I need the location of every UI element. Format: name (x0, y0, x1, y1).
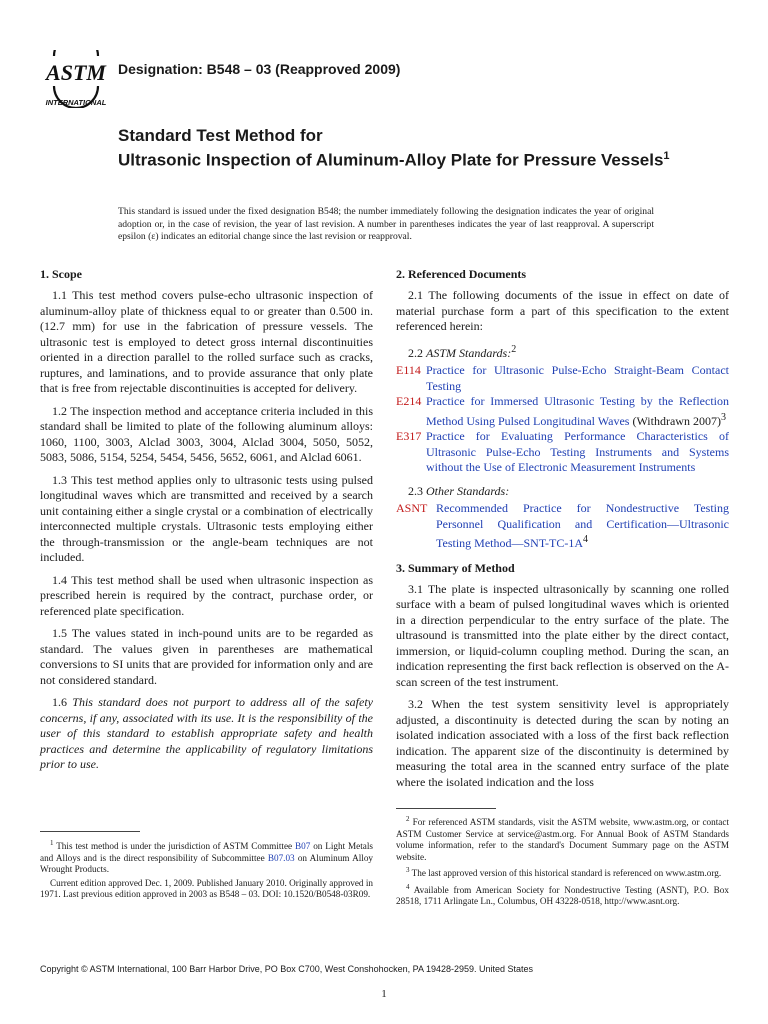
e214-sup: 3 (720, 411, 726, 423)
para-1-4: 1.4 This test method shall be used when ultrasonic inspection as prescribed herein is required by the contract, purchase order, or referenced plate specification. (40, 572, 373, 618)
designation: Designation: B548 – 03 (Reapproved 2009) (118, 61, 401, 77)
astm-standards-number: 2.2 (408, 345, 423, 360)
astm-logo (40, 50, 112, 108)
left-column (40, 266, 373, 780)
standard-title-text[interactable]: Practice for Ultrasonic Pulse-Echo Straight-Beam Contact Testing (426, 363, 729, 393)
title-line2 (118, 146, 678, 171)
footnote-2 (396, 814, 729, 863)
standard-title-text[interactable]: Practice for Evaluating Performance Characteristics of Ultrasonic Pulse-Echo Testing Instruments and Systems without the Use of Electronic Measurement Instruments (426, 429, 729, 474)
standard-code[interactable]: ASNT (396, 501, 428, 515)
standard-e114[interactable] (396, 363, 729, 394)
standard-code[interactable]: E114 (396, 363, 421, 377)
standard-e317[interactable] (396, 429, 729, 476)
standard-code[interactable]: E214 (396, 394, 422, 408)
fn1-text-a: This test method is under the jurisdiction of ASTM Committee (56, 841, 293, 852)
copyright: Copyright © ASTM International, 100 Barr Harbor Drive, PO Box C700, West Conshohocken, PA 19428-2959. United States (40, 964, 534, 974)
other-standards-title: Other Standards: (426, 483, 510, 498)
fn-marker: 1 (50, 839, 54, 847)
para-1-5: 1.5 The values stated in inch-pound units are to be regarded as standard. The values given in parentheses are mathematical conversions to SI units that are provided for information only and are not considered standard. (40, 626, 373, 687)
para-1-3: 1.3 This test method applies only to ultrasonic tests using pulsed longitudinal waves which are transmitted and received by a search unit containing either a single crystal or a combination of electrically interconnected multiple crystals. Ultrasonic tests employing either the through-transmission or the angle-beam techniques are not included. (40, 472, 373, 564)
title-footnote-marker: 1 (663, 150, 670, 162)
subcommittee-link[interactable]: B07.03 (267, 852, 295, 863)
para-1-2: 1.2 The inspection method and acceptance criteria included in this standard shall be limited to plate of the following aluminum alloys: 1060, 1100, 3003, Alclad 3003, 3004, Alclad 3004, 5050, 5052, 5083, 5086, 5154, 5254, 5454, 5456, 5652, 6061, and Alclad 6061. (40, 403, 373, 464)
svg-text:ASTM: ASTM (46, 60, 106, 85)
para-1-6-text: This standard does not purport to address all of the safety concerns, if any, associated with its use. It is the responsibility of the user of this standard to establish appropriate safety and health practices and determine the applicability of regulatory limitations prior to use. (40, 695, 373, 771)
astm-standards-label (396, 342, 729, 362)
para-1-1: 1.1 This test method covers pulse-echo ultrasonic inspection of aluminum-alloy plate of thickness equal to or greater than 0.500 in. (12.7 mm) for use in the fabrication of pressure vessels. The ultrasonic test is employed to detect gross internal discontinuities oriented in a direction parallel to the rolled surface such as cracks, ruptures, and laminations, and to provide assurance that only plate that is free from rejectable discontinuities is accepted for delivery. (40, 288, 373, 395)
standard-e214[interactable] (396, 394, 729, 429)
preamble: This standard is issued under the fixed designation B548; the number immediately following the designation indicates the year of original adoption or, in the case of revision, the year of last revision. A number in parentheses indicates the year of last reapproval. A superscript epsilon (ε) indicates an editorial change since the last revision or reapproval. (118, 206, 654, 242)
fn2-text: For referenced ASTM standards, visit the ASTM website, www.astm.org, or contact ASTM Customer Service at service@astm.org. For Annual Book of ASTM Standards volume information, refer to the standard's Document Summary page on the ASTM website. (396, 817, 730, 862)
standard-code[interactable]: E317 (396, 429, 422, 443)
scope-heading: 1. Scope (40, 267, 82, 281)
footnotes-left (40, 838, 373, 903)
astm-standards-sup: 2 (511, 343, 517, 355)
footnote-divider-left (40, 831, 140, 832)
standard-title[interactable] (426, 429, 729, 476)
fn-marker: 2 (406, 815, 410, 823)
other-standards-list (396, 501, 729, 552)
withdrawn-note: (Withdrawn 2007) (629, 413, 721, 428)
other-standards-label (396, 484, 729, 500)
footnote-3 (396, 865, 729, 880)
summary-heading: 3. Summary of Method (396, 560, 515, 575)
para-1-6-number: 1.6 (52, 695, 67, 709)
fn1-text-c: on Aluminum Alloy Wrought Products. (40, 852, 374, 875)
astm-standards-list (396, 363, 729, 476)
standard-title[interactable] (426, 394, 729, 429)
para-2-1: 2.1 The following documents of the issue in effect on date of material purchase form a part of this specification to the extent referenced herein: (396, 288, 729, 333)
title-block (118, 126, 678, 171)
para-3-1: 3.1 The plate is inspected ultrasonically by scanning one rolled surface with a beam of pulsed longitudinal waves which is oriented in a direction perpendicular to the entry surface of the plate. The ultrasound is transmitted into the plate either by the direct contact, immersion, or liquid-column coupling method. During the scan, an indication representing the first back reflection is observed on the A-scan screen of the test instrument. (396, 581, 729, 689)
fn-marker: 3 (406, 866, 410, 875)
fn4-text: Available from American Society for Nondestructive Testing (ASNT), P.O. Box 28518, 1711 Arlingate Ln., Columbus, OH 43228-0518, http://www.asnt.org. (396, 884, 729, 907)
standard-title[interactable] (436, 501, 729, 552)
refdocs-heading: 2. Referenced Documents (396, 267, 527, 281)
page-number: 1 (381, 988, 387, 1000)
standard-asnt[interactable] (396, 501, 729, 552)
footnote-divider-right (396, 808, 496, 809)
standard-title-text[interactable]: Recommended Practice for Nondestructive Testing Personnel Qualification and Certification—Ultrasonic Testing Method—SNT-TC-1A (436, 501, 729, 550)
asnt-sup: 4 (583, 534, 589, 545)
fn3-text: The last approved version of this historical standard is referenced on www.astm.org. (411, 868, 722, 879)
title-line1: Standard Test Method for (118, 126, 323, 145)
footnote-1-edition: Current edition approved Dec. 1, 2009. Published January 2010. Originally approved in 1971. Last previous edition approved in 2003 as B548 – 03. DOI: 10.1520/B0548-03R09. (40, 877, 373, 900)
footnote-4 (396, 882, 729, 908)
para-3-2: 3.2 When the test system sensitivity level is appropriately adjusted, a discontinuity is detected during the scan by noting an isolated indication associated with a loss of the first back reflection indication. The apparent size of the discontinuity is determined by measuring the total area in the scanned entry surface of the plate where the isolated indication and the loss (396, 697, 729, 789)
standard-title[interactable] (426, 363, 729, 394)
committee-link[interactable]: B07 (295, 841, 311, 852)
fn-marker: 4 (406, 882, 410, 891)
para-1-6 (40, 695, 373, 773)
standard-title-text[interactable]: Practice for Immersed Ultrasonic Testing by the Reflection Method Using Pulsed Longitudinal Waves (426, 394, 729, 428)
other-standards-number: 2.3 (408, 483, 423, 498)
astm-standards-title: ASTM Standards: (426, 345, 512, 360)
logo-text: INTERNATIONAL (45, 98, 107, 107)
title-text: Ultrasonic Inspection of Aluminum-Alloy Plate for Pressure Vessels (118, 150, 664, 170)
footnote-1 (40, 838, 373, 876)
footnotes-right (396, 814, 729, 910)
fn1-text-b: on Light Metals and Alloys and is the direct responsibility of Subcommittee (40, 841, 373, 863)
right-column (396, 266, 729, 797)
